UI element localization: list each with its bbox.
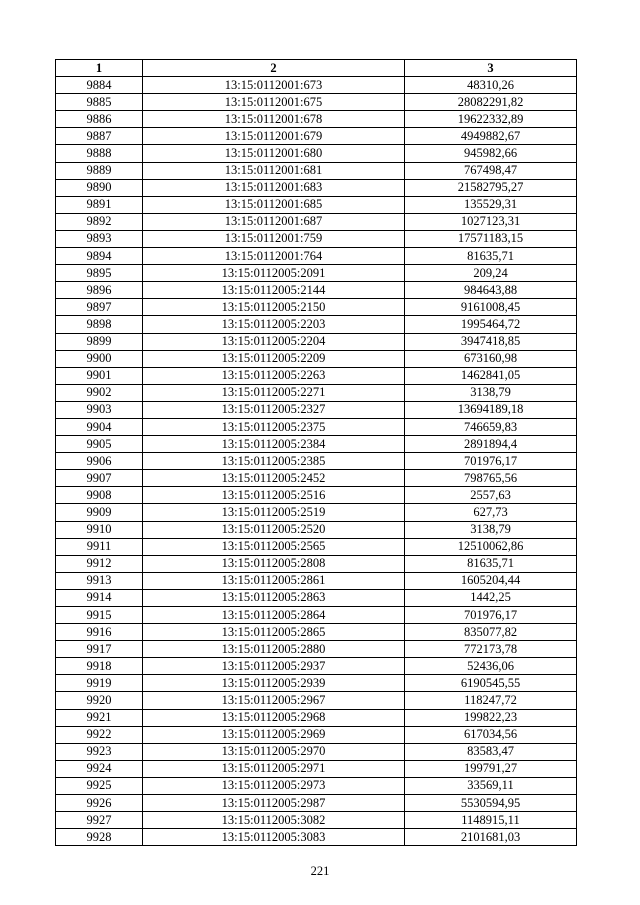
row-number-cell: 9900 <box>56 350 143 367</box>
table-row <box>56 299 577 316</box>
cadastral-number-cell: 13:15:0112005:2516 <box>143 487 405 504</box>
value-cell: 772173,78 <box>405 641 577 658</box>
table-row <box>56 829 577 846</box>
cadastral-number-cell: 13:15:0112005:2384 <box>143 436 405 453</box>
table-row <box>56 94 577 111</box>
table-row <box>56 77 577 94</box>
row-number-cell: 9888 <box>56 145 143 162</box>
row-number-cell: 9905 <box>56 436 143 453</box>
table-row <box>56 248 577 265</box>
table-row <box>56 145 577 162</box>
row-number-cell: 9912 <box>56 555 143 572</box>
value-cell: 81635,71 <box>405 248 577 265</box>
cadastral-number-cell: 13:15:0112005:2091 <box>143 265 405 282</box>
header-row <box>56 60 577 77</box>
value-cell: 21582795,27 <box>405 179 577 196</box>
table-row <box>56 504 577 521</box>
cadastral-number-cell: 13:15:0112001:681 <box>143 162 405 179</box>
row-number-cell: 9895 <box>56 265 143 282</box>
value-cell: 984643,88 <box>405 282 577 299</box>
row-number-cell: 9898 <box>56 316 143 333</box>
cadastral-number-cell: 13:15:0112001:687 <box>143 213 405 230</box>
table-row <box>56 692 577 709</box>
row-number-cell: 9896 <box>56 282 143 299</box>
value-cell: 2891894,4 <box>405 436 577 453</box>
table-row <box>56 162 577 179</box>
row-number-cell: 9925 <box>56 777 143 794</box>
table-row <box>56 555 577 572</box>
cadastral-number-cell: 13:15:0112005:2939 <box>143 675 405 692</box>
table-row <box>56 230 577 247</box>
cadastral-number-cell: 13:15:0112005:2144 <box>143 282 405 299</box>
row-number-cell: 9917 <box>56 641 143 658</box>
row-number-cell: 9923 <box>56 743 143 760</box>
row-number-cell: 9915 <box>56 607 143 624</box>
cadastral-number-cell: 13:15:0112005:2452 <box>143 470 405 487</box>
value-cell: 13694189,18 <box>405 401 577 418</box>
cadastral-number-cell: 13:15:0112005:2263 <box>143 367 405 384</box>
cadastral-number-cell: 13:15:0112005:2519 <box>143 504 405 521</box>
value-cell: 945982,66 <box>405 145 577 162</box>
table-row <box>56 179 577 196</box>
row-number-cell: 9916 <box>56 624 143 641</box>
row-number-cell: 9914 <box>56 589 143 606</box>
row-number-cell: 9911 <box>56 538 143 555</box>
cadastral-number-cell: 13:15:0112005:2973 <box>143 777 405 794</box>
value-cell: 52436,06 <box>405 658 577 675</box>
row-number-cell: 9893 <box>56 230 143 247</box>
row-number-cell: 9910 <box>56 521 143 538</box>
value-cell: 9161008,45 <box>405 299 577 316</box>
row-number-cell: 9889 <box>56 162 143 179</box>
column-header-1: 1 <box>56 60 143 77</box>
table-row <box>56 333 577 350</box>
table-row <box>56 436 577 453</box>
cadastral-number-cell: 13:15:0112005:2863 <box>143 589 405 606</box>
value-cell: 17571183,15 <box>405 230 577 247</box>
cadastral-number-cell: 13:15:0112005:2967 <box>143 692 405 709</box>
cadastral-number-cell: 13:15:0112001:759 <box>143 230 405 247</box>
value-cell: 4949882,67 <box>405 128 577 145</box>
row-number-cell: 9886 <box>56 111 143 128</box>
table-row <box>56 675 577 692</box>
table-row <box>56 521 577 538</box>
cadastral-number-cell: 13:15:0112005:2203 <box>143 316 405 333</box>
table-row <box>56 128 577 145</box>
registry-table <box>55 59 577 846</box>
row-number-cell: 9908 <box>56 487 143 504</box>
cadastral-number-cell: 13:15:0112001:679 <box>143 128 405 145</box>
value-cell: 19622332,89 <box>405 111 577 128</box>
table-row <box>56 316 577 333</box>
cadastral-number-cell: 13:15:0112005:2808 <box>143 555 405 572</box>
cadastral-number-cell: 13:15:0112005:2861 <box>143 572 405 589</box>
table-row <box>56 384 577 401</box>
row-number-cell: 9904 <box>56 418 143 435</box>
row-number-cell: 9899 <box>56 333 143 350</box>
row-number-cell: 9887 <box>56 128 143 145</box>
table-row <box>56 795 577 812</box>
row-number-cell: 9890 <box>56 179 143 196</box>
cadastral-number-cell: 13:15:0112001:673 <box>143 77 405 94</box>
table-row <box>56 538 577 555</box>
value-cell: 798765,56 <box>405 470 577 487</box>
row-number-cell: 9921 <box>56 709 143 726</box>
value-cell: 81635,71 <box>405 555 577 572</box>
cadastral-number-cell: 13:15:0112005:2375 <box>143 418 405 435</box>
value-cell: 199822,23 <box>405 709 577 726</box>
value-cell: 1442,25 <box>405 589 577 606</box>
cadastral-number-cell: 13:15:0112005:2327 <box>143 401 405 418</box>
value-cell: 3947418,85 <box>405 333 577 350</box>
value-cell: 2101681,03 <box>405 829 577 846</box>
table-row <box>56 572 577 589</box>
table-row <box>56 641 577 658</box>
table-row <box>56 265 577 282</box>
cadastral-number-cell: 13:15:0112005:2271 <box>143 384 405 401</box>
cadastral-number-cell: 13:15:0112005:2864 <box>143 607 405 624</box>
row-number-cell: 9909 <box>56 504 143 521</box>
cadastral-number-cell: 13:15:0112001:685 <box>143 196 405 213</box>
table-row <box>56 111 577 128</box>
table-row <box>56 213 577 230</box>
cadastral-number-cell: 13:15:0112005:3083 <box>143 829 405 846</box>
row-number-cell: 9918 <box>56 658 143 675</box>
value-cell: 199791,27 <box>405 760 577 777</box>
table-row <box>56 743 577 760</box>
value-cell: 3138,79 <box>405 521 577 538</box>
table-row <box>56 350 577 367</box>
row-number-cell: 9884 <box>56 77 143 94</box>
value-cell: 1462841,05 <box>405 367 577 384</box>
column-header-3: 3 <box>405 60 577 77</box>
row-number-cell: 9927 <box>56 812 143 829</box>
table-row <box>56 196 577 213</box>
cadastral-number-cell: 13:15:0112005:2970 <box>143 743 405 760</box>
row-number-cell: 9907 <box>56 470 143 487</box>
cadastral-number-cell: 13:15:0112001:683 <box>143 179 405 196</box>
table-row <box>56 777 577 794</box>
cadastral-number-cell: 13:15:0112001:675 <box>143 94 405 111</box>
row-number-cell: 9892 <box>56 213 143 230</box>
value-cell: 33569,11 <box>405 777 577 794</box>
cadastral-number-cell: 13:15:0112005:2937 <box>143 658 405 675</box>
cadastral-number-cell: 13:15:0112005:2968 <box>143 709 405 726</box>
row-number-cell: 9903 <box>56 401 143 418</box>
value-cell: 617034,56 <box>405 726 577 743</box>
cadastral-number-cell: 13:15:0112005:2204 <box>143 333 405 350</box>
row-number-cell: 9920 <box>56 692 143 709</box>
table-row <box>56 589 577 606</box>
table-row <box>56 401 577 418</box>
value-cell: 835077,82 <box>405 624 577 641</box>
table-row <box>56 624 577 641</box>
table-header <box>56 60 577 77</box>
cadastral-number-cell: 13:15:0112005:2987 <box>143 795 405 812</box>
row-number-cell: 9906 <box>56 453 143 470</box>
page-number: 221 <box>310 864 330 878</box>
table-row <box>56 487 577 504</box>
value-cell: 1605204,44 <box>405 572 577 589</box>
value-cell: 1995464,72 <box>405 316 577 333</box>
cadastral-number-cell: 13:15:0112005:2880 <box>143 641 405 658</box>
cadastral-number-cell: 13:15:0112005:2150 <box>143 299 405 316</box>
table-row <box>56 470 577 487</box>
cadastral-number-cell: 13:15:0112005:2209 <box>143 350 405 367</box>
table-row <box>56 418 577 435</box>
value-cell: 701976,17 <box>405 453 577 470</box>
row-number-cell: 9901 <box>56 367 143 384</box>
value-cell: 627,73 <box>405 504 577 521</box>
cadastral-number-cell: 13:15:0112005:2385 <box>143 453 405 470</box>
table-row <box>56 282 577 299</box>
value-cell: 48310,26 <box>405 77 577 94</box>
value-cell: 83583,47 <box>405 743 577 760</box>
value-cell: 767498,47 <box>405 162 577 179</box>
value-cell: 701976,17 <box>405 607 577 624</box>
row-number-cell: 9922 <box>56 726 143 743</box>
cadastral-number-cell: 13:15:0112005:2865 <box>143 624 405 641</box>
table-row <box>56 726 577 743</box>
cadastral-number-cell: 13:15:0112001:680 <box>143 145 405 162</box>
value-cell: 746659,83 <box>405 418 577 435</box>
value-cell: 5530594,95 <box>405 795 577 812</box>
row-number-cell: 9926 <box>56 795 143 812</box>
value-cell: 118247,72 <box>405 692 577 709</box>
row-number-cell: 9919 <box>56 675 143 692</box>
table-row <box>56 658 577 675</box>
table-row <box>56 367 577 384</box>
row-number-cell: 9885 <box>56 94 143 111</box>
row-number-cell: 9894 <box>56 248 143 265</box>
row-number-cell: 9924 <box>56 760 143 777</box>
table-body <box>56 77 577 846</box>
value-cell: 673160,98 <box>405 350 577 367</box>
cadastral-number-cell: 13:15:0112005:2565 <box>143 538 405 555</box>
cadastral-number-cell: 13:15:0112005:2520 <box>143 521 405 538</box>
value-cell: 2557,63 <box>405 487 577 504</box>
value-cell: 1027123,31 <box>405 213 577 230</box>
value-cell: 12510062,86 <box>405 538 577 555</box>
value-cell: 209,24 <box>405 265 577 282</box>
cadastral-number-cell: 13:15:0112005:2971 <box>143 760 405 777</box>
cadastral-number-cell: 13:15:0112005:2969 <box>143 726 405 743</box>
row-number-cell: 9897 <box>56 299 143 316</box>
table-row <box>56 812 577 829</box>
cadastral-number-cell: 13:15:0112005:3082 <box>143 812 405 829</box>
table-row <box>56 760 577 777</box>
value-cell: 1148915,11 <box>405 812 577 829</box>
cadastral-number-cell: 13:15:0112001:764 <box>143 248 405 265</box>
table-row <box>56 709 577 726</box>
cadastral-number-cell: 13:15:0112001:678 <box>143 111 405 128</box>
column-header-2: 2 <box>143 60 405 77</box>
row-number-cell: 9891 <box>56 196 143 213</box>
table-row <box>56 453 577 470</box>
value-cell: 28082291,82 <box>405 94 577 111</box>
value-cell: 135529,31 <box>405 196 577 213</box>
row-number-cell: 9913 <box>56 572 143 589</box>
value-cell: 6190545,55 <box>405 675 577 692</box>
table-row <box>56 607 577 624</box>
row-number-cell: 9902 <box>56 384 143 401</box>
row-number-cell: 9928 <box>56 829 143 846</box>
value-cell: 3138,79 <box>405 384 577 401</box>
